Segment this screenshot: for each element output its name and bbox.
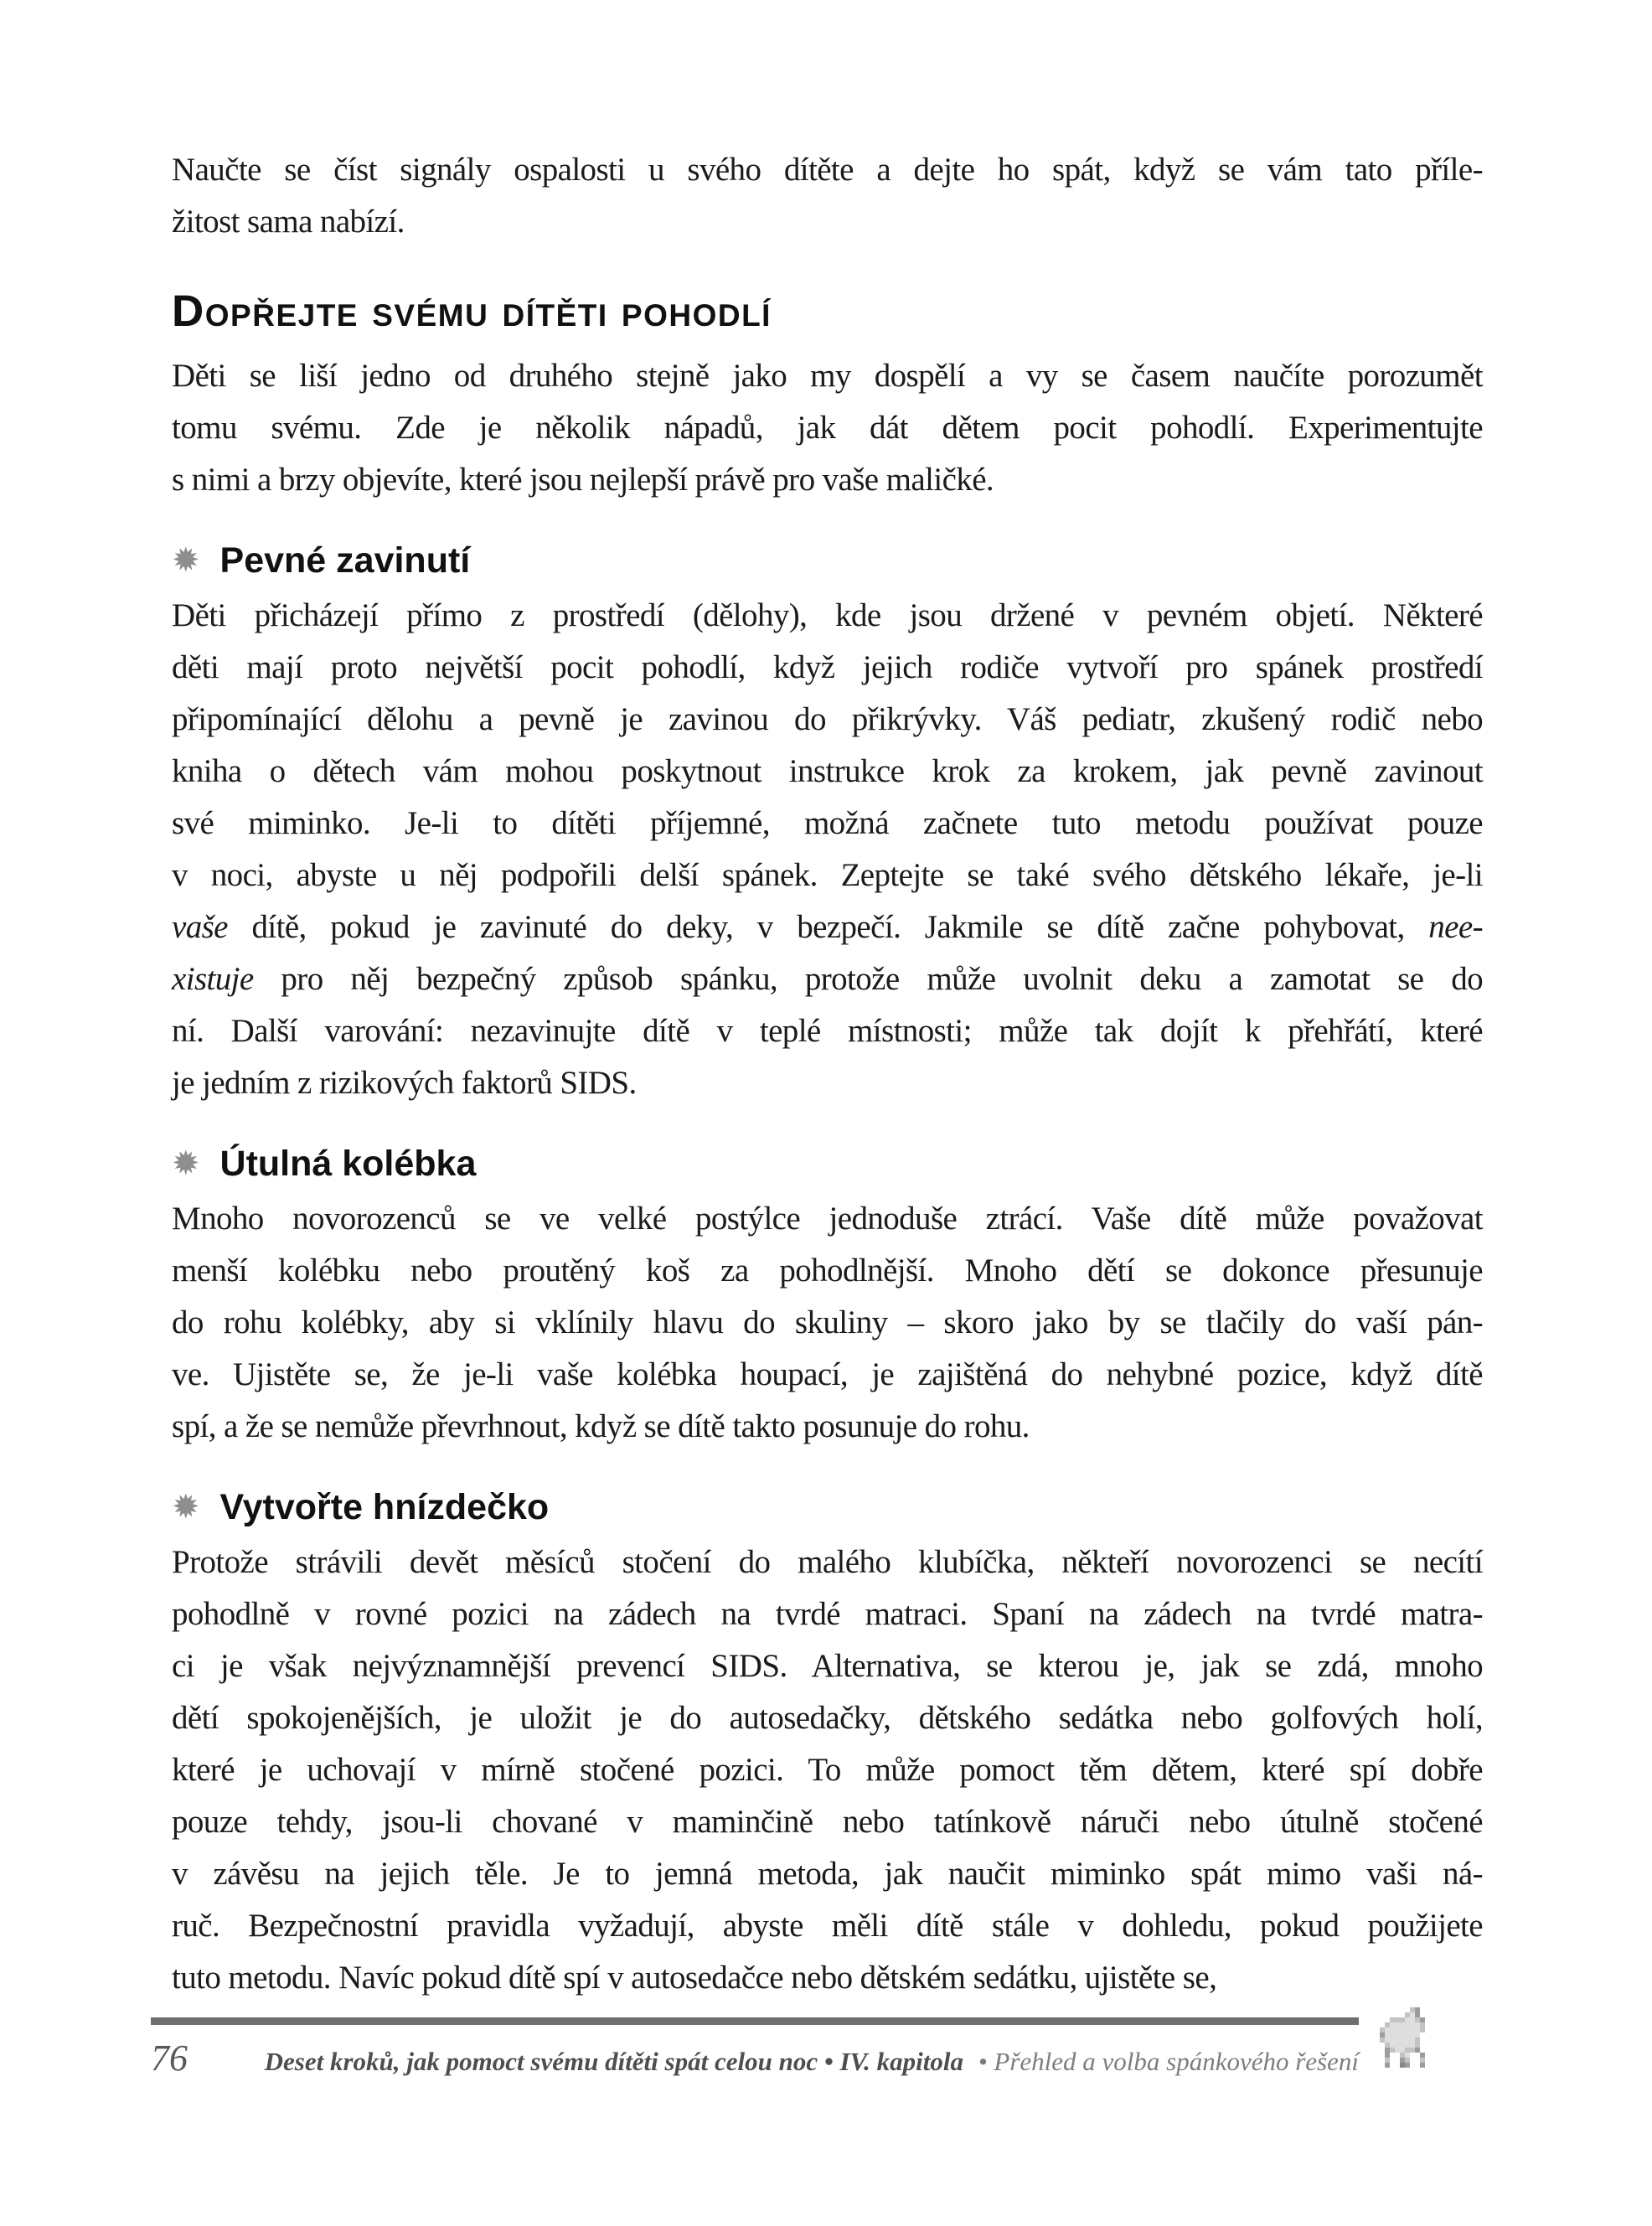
text-line: pouze tehdy, jsou-li chované v maminčině nebo tatínkově náruči nebo útulně stočené xyxy=(172,1804,1483,1840)
text-line: v noci, abyste u něj podpořili delší spánek. Zeptejte se také svého dětského lékaře, je-li xyxy=(172,857,1483,893)
running-title-main: Deset kroků, jak pomoct svému dítěti spát celou noc • IV. kapitola xyxy=(264,2047,964,2076)
footer xyxy=(151,2017,1359,2079)
subsection-heading-pevne-zavinuti xyxy=(172,540,1483,581)
starburst-icon: ✹ xyxy=(172,1488,200,1526)
intro-paragraph xyxy=(172,144,1483,248)
text-line: menší kolébku nebo proutěný koš za pohodlnější. Mnoho dětí se dokonce přesunuje xyxy=(172,1252,1483,1289)
text-line: Naučte se číst signály ospalosti u svého dítěte a dejte ho spát, když se vám tato příle- xyxy=(172,152,1483,188)
text-line: xistuje pro něj bezpečný způsob spánku, protože může uvolnit deku a zamotat se do xyxy=(172,961,1483,997)
section-intro-paragraph xyxy=(172,350,1483,506)
text-line: Mnoho novorozenců se ve velké postýlce jednoduše ztrácí. Vaše dítě může považovat xyxy=(172,1201,1483,1237)
text-line: dětí spokojenějších, je uložit je do autosedačky, dětského sedátka nebo golfových holí, xyxy=(172,1700,1483,1736)
section-heading: Dopřejte svému dítěti pohodlí xyxy=(172,287,772,336)
footer-rule xyxy=(151,2017,1359,2025)
body-paragraph-vytvorte-hnizdecko xyxy=(172,1537,1483,2004)
lamb-icon xyxy=(1375,2007,1435,2073)
running-footer-title xyxy=(265,2047,1359,2077)
subsection-heading-vytvorte-hnizdecko xyxy=(172,1486,1483,1528)
text-line: děti mají proto největší pocit pohodlí, když jejich rodiče vytvoří pro spánek prostředí xyxy=(172,649,1483,685)
text-line: v závěsu na jejich těle. Je to jemná metoda, jak naučit miminko spát mimo vaši ná- xyxy=(172,1856,1483,1892)
text-column xyxy=(172,0,1483,2004)
text-line: je jedním z rizikových faktorů SIDS. xyxy=(172,1065,637,1101)
text-line: ní. Další varování: nezavinujte dítě v teplé místnosti; může tak dojít k přehřátí, které xyxy=(172,1013,1483,1049)
body-paragraph-utulna-kolebka xyxy=(172,1193,1483,1453)
text-line: připomínající dělohu a pevně je zavinou do přikrývky. Váš pediatr, zkušený rodič nebo xyxy=(172,701,1483,737)
subsection-title: Útulná kolébka xyxy=(219,1143,477,1184)
text-line: Děti přicházejí přímo z prostředí (dělohy), kde jsou držené v pevném objetí. Některé xyxy=(172,597,1483,633)
text-line: ve. Ujistěte se, že je-li vaše kolébka houpací, je zajištěná do nehybné pozice, když dítě xyxy=(172,1356,1483,1392)
text-line: tuto metodu. Navíc pokud dítě spí v autosedačce nebo dětském sedátku, ujistěte se, xyxy=(172,1960,1217,1996)
text-line: ci je však nejvýznamnější prevencí SIDS. Alternativa, se kterou je, jak se zdá, mnoho xyxy=(172,1648,1483,1684)
text-line: spí, a že se nemůže převrhnout, když se dítě takto posunuje do rohu. xyxy=(172,1408,1030,1444)
page-number: 76 xyxy=(151,2037,188,2079)
text-line: kniha o dětech vám mohou poskytnout instrukce krok za krokem, jak pevně zavinout xyxy=(172,753,1483,789)
starburst-icon: ✹ xyxy=(172,1144,200,1183)
starburst-icon: ✹ xyxy=(172,541,200,580)
subsection-title: Vytvořte hnízdečko xyxy=(219,1486,550,1527)
text-line: vaše dítě, pokud je zavinuté do deky, v bezpečí. Jakmile se dítě začne pohybovat, nee- xyxy=(172,909,1483,945)
text-line: které je uchovají v mírně stočené pozici. To může pomoct těm dětem, které spí dobře xyxy=(172,1752,1483,1788)
text-line: žitost sama nabízí. xyxy=(172,204,405,240)
body-paragraph-pevne-zavinuti xyxy=(172,590,1483,1109)
text-line: do rohu kolébky, aby si vklínily hlavu do skuliny – skoro jako by se tlačily do vaší pán- xyxy=(172,1304,1483,1340)
text-line: tomu svému. Zde je několik nápadů, jak dát dětem pocit pohodlí. Experimentujte xyxy=(172,410,1483,446)
subsection-title: Pevné zavinutí xyxy=(219,540,471,581)
text-line: pohodlně v rovné pozici na zádech na tvrdé matraci. Spaní na zádech na tvrdé matra- xyxy=(172,1596,1483,1632)
text-line: své miminko. Je-li to dítěti příjemné, možná začnete tuto metodu používat pouze xyxy=(172,805,1483,841)
text-line: Protože strávili devět měsíců stočení do malého klubíčka, někteří novorozenci se necítí xyxy=(172,1544,1483,1580)
text-line: ruč. Bezpečnostní pravidla vyžadují, abyste měli dítě stále v dohledu, pokud použijete xyxy=(172,1908,1483,1944)
running-title-chapter: • Přehled a volba spánkového řešení xyxy=(978,2047,1359,2076)
text-line: Děti se liší jedno od druhého stejně jako my dospělí a vy se časem naučíte porozumět xyxy=(172,358,1483,394)
subsection-heading-utulna-kolebka xyxy=(172,1143,1483,1185)
text-line: s nimi a brzy objevíte, které jsou nejlepší právě pro vaše maličké. xyxy=(172,462,994,498)
